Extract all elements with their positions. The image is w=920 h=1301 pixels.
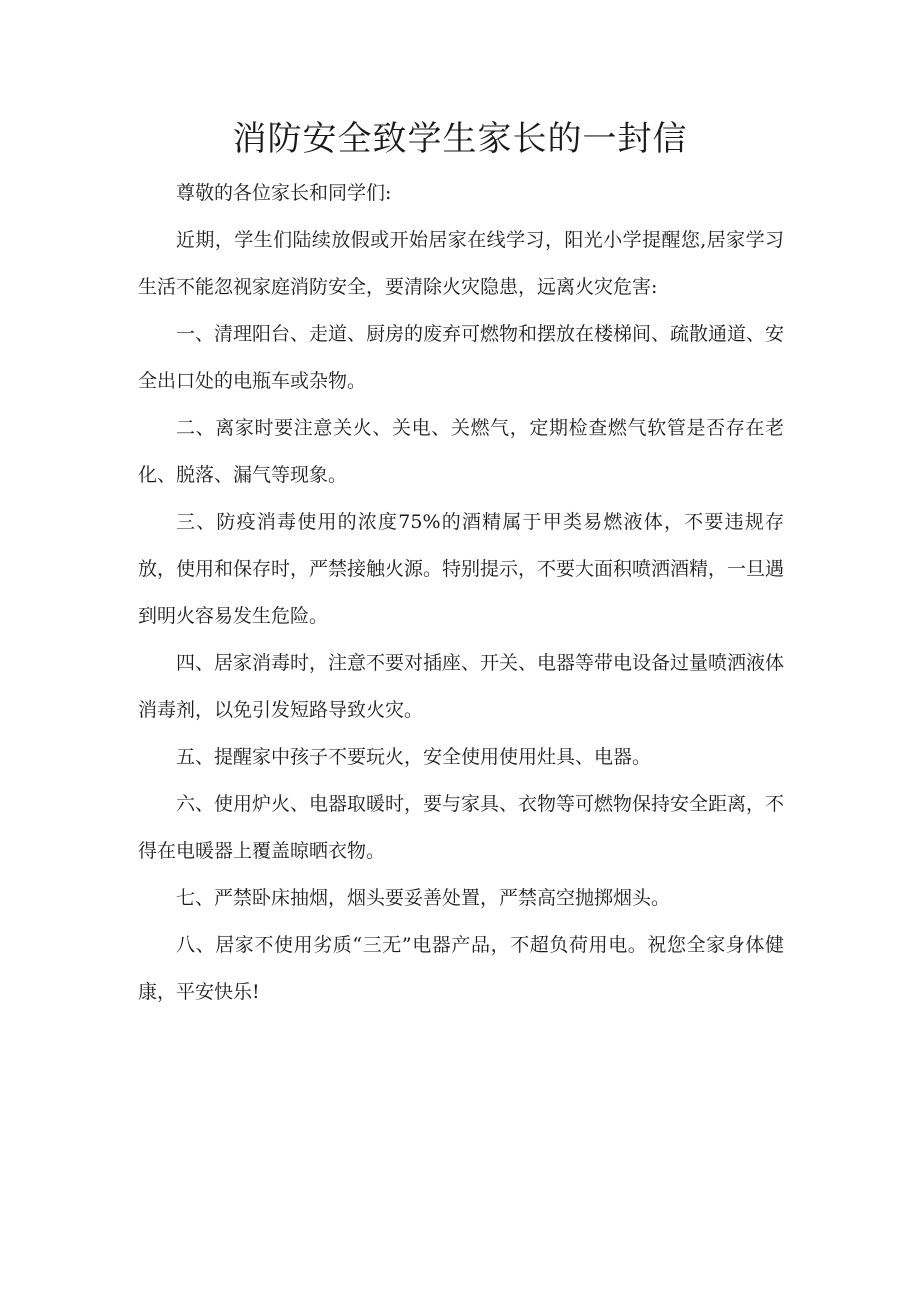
- item-paragraph-1: 一、清理阳台、走道、厨房的废弃可燃物和摆放在楼梯间、疏散通道、安全出口处的电瓶车或杂物。: [138, 323, 785, 392]
- intro-paragraph: 近期，学生们陆续放假或开始居家在线学习，阳光小学提醒您,居家学习生活不能忽视家庭消防安全，要清除火灾隐患，远离火灾危害:: [138, 229, 784, 298]
- item-paragraph-7: 七、严禁卧床抽烟，烟头要妥善处置，严禁高空抛掷烟头。: [176, 887, 671, 909]
- item-paragraph-2: 二、离家时要注意关火、关电、关燃气，定期检查燃气软管是否存在老化、脱落、漏气等现象。: [138, 417, 784, 486]
- document-title: 消防安全致学生家长的一封信: [232, 119, 688, 159]
- letter-body: [138, 170, 784, 1016]
- greeting: 尊敬的各位家长和同学们:: [176, 182, 392, 204]
- item-paragraph-4: 四、居家消毒时，注意不要对插座、开关、电器等带电设备过量喷洒液体消毒剂，以免引发短路导致火灾。: [138, 652, 785, 721]
- item-paragraph-5: 五、提醒家中孩子不要玩火，安全使用使用灶具、电器。: [176, 746, 652, 768]
- item-paragraph-3: 三、防疫消毒使用的浓度75%的酒精属于甲类易燃液体，不要违规存放，使用和保存时，严禁接触火源。特别提示，不要大面积喷洒酒精，一旦遇到明火容易发生危险。: [138, 511, 785, 627]
- item-paragraph-8: 八、居家不使用劣质“三无”电器产品，不超负荷用电。祝您全家身体健康，平安快乐!: [138, 934, 784, 1003]
- item-paragraph-6: 六、使用炉火、电器取暖时，要与家具、衣物等可燃物保持安全距离，不得在电暖器上覆盖晾晒衣物。: [138, 793, 785, 862]
